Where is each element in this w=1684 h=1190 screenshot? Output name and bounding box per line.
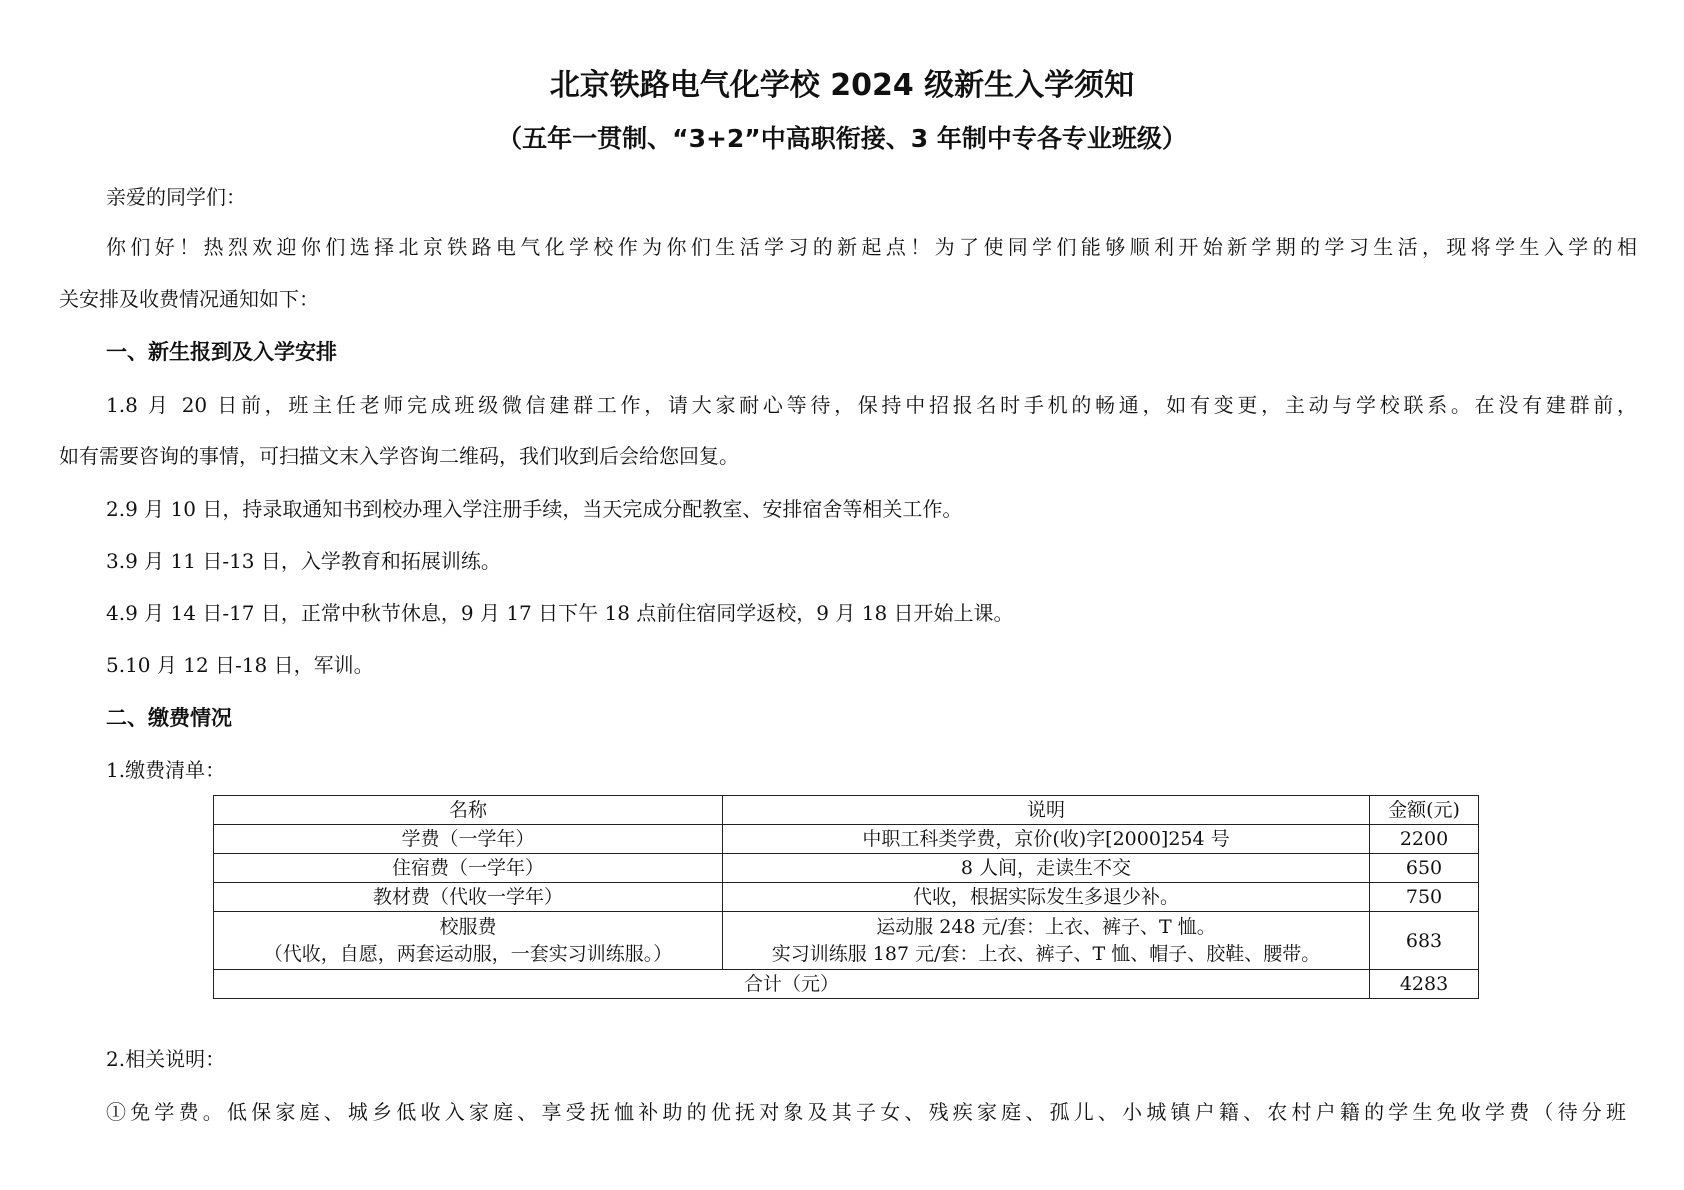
arrangement-item-1-line-1: 1.8 月 20 日前，班主任老师完成班级微信建群工作，请大家耐心等待，保持中招报名时手机的畅通，如有变更，主动与学校联系。在没有建群前， [106, 393, 1637, 417]
fee-name-cell: 学费（一学年） [214, 825, 723, 854]
arrangement-item-3: 3.9 月 11 日-13 日，入学教育和拓展训练。 [106, 549, 501, 573]
document-title: 北京铁路电气化学校 2024 级新生入学须知 [549, 68, 1135, 103]
fee-table-header-row [214, 796, 1479, 825]
section-1-heading: 一、新生报到及入学安排 [106, 340, 337, 364]
arrangement-item-4: 4.9 月 14 日-17 日，正常中秋节休息，9 月 17 日下午 18 点前住宿同学返校，9 月 18 日开始上课。 [106, 601, 1014, 625]
fee-amount-cell: 750 [1370, 883, 1479, 912]
table-row [214, 854, 1479, 883]
fee-amount-cell: 683 [1370, 912, 1479, 970]
arrangement-item-5: 5.10 月 12 日-18 日，军训。 [106, 653, 374, 677]
fee-name-text: 校服费 [439, 915, 497, 938]
fee-total-value: 4283 [1370, 970, 1479, 999]
arrangement-item-1-line-2: 如有需要咨询的事情，可扫描文末入学咨询二维码，我们收到后会给您回复。 [59, 444, 739, 468]
table-row [214, 883, 1479, 912]
document-subtitle: （五年一贯制、“3+2”中高职衔接、3 年制中专各专业班级） [497, 124, 1187, 153]
fee-name-cell: 住宿费（一学年） [214, 854, 723, 883]
fee-total-label: 合计（元） [214, 970, 1370, 999]
section-2-heading: 二、缴费情况 [106, 706, 232, 730]
fee-table-header-name: 名称 [214, 796, 723, 825]
fee-description-line-1: 运动服 248 元/套：上衣、裤子、T 恤。 [876, 915, 1216, 938]
fee-description-cell: 8 人间，走读生不交 [723, 854, 1370, 883]
fee-amount-cell: 2200 [1370, 825, 1479, 854]
arrangement-item-2: 2.9 月 10 日，持录取通知书到校办理入学注册手续，当天完成分配教室、安排宿舍等相关工作。 [106, 497, 963, 521]
note-1: ①免学费。低保家庭、城乡低收入家庭、享受抚恤补助的优抚对象及其子女、残疾家庭、孤儿、小城镇户籍、农村户籍的学生免收学费（待分班 [106, 1100, 1626, 1124]
fee-table-total-row [214, 970, 1479, 999]
fee-table-header-amount: 金额(元) [1370, 796, 1479, 825]
intro-paragraph-line-2: 关安排及收费情况通知如下： [59, 287, 319, 311]
fee-description-cell [723, 912, 1370, 970]
fee-name-note: （代收，自愿，两套运动服，一套实习训练服。） [263, 942, 673, 965]
fee-description-line-2: 实习训练服 187 元/套：上衣、裤子、T 恤、帽子、胶鞋、腰带。 [771, 942, 1321, 965]
fee-name-cell [214, 912, 723, 970]
table-row [214, 912, 1479, 970]
fee-name-cell: 教材费（代收一学年） [214, 883, 723, 912]
greeting: 亲爱的同学们： [106, 185, 246, 209]
notes-label: 2.相关说明： [106, 1047, 226, 1071]
intro-paragraph-line-1: 你们好！热烈欢迎你们选择北京铁路电气化学校作为你们生活学习的新起点！为了使同学们能够顺利开始新学期的学习生活，现将学生入学的相 [106, 235, 1637, 259]
fee-list-label: 1.缴费清单： [106, 758, 226, 782]
fee-amount-cell: 650 [1370, 854, 1479, 883]
fee-description-cell: 代收，根据实际发生多退少补。 [723, 883, 1370, 912]
fee-table [213, 795, 1479, 999]
table-row [214, 825, 1479, 854]
fee-table-header-description: 说明 [723, 796, 1370, 825]
fee-description-cell: 中职工科类学费，京价(收)字[2000]254 号 [723, 825, 1370, 854]
